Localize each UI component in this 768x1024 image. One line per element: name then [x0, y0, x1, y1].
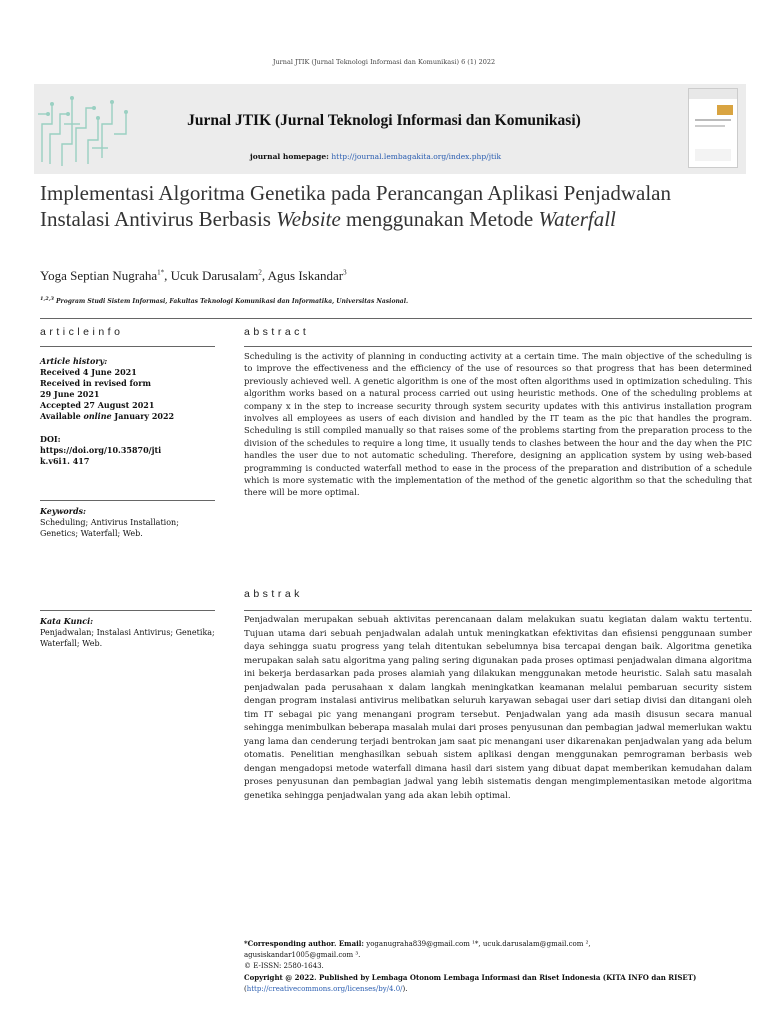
author-1: Yoga Septian Nugraha	[40, 268, 158, 283]
author-3-sup: 3	[343, 268, 347, 277]
divider	[40, 318, 752, 319]
kata-kunci-text: Penjadwalan; Instalasi Antivirus; Genetika; Waterfall; Web.	[40, 628, 215, 648]
revised-date: 29 June 2021	[40, 389, 100, 399]
title-part2: menggunakan Metode	[340, 207, 539, 231]
abstract-text: Scheduling is the activity of planning in conducting activity at a certain time. The main objective of the scheduling is to improve the effectiveness and the efficiency of the use of resources so that progress that has been determined previously achieved well. A genetic algorithm is one of the most often algorithms used in optimization scheduling. This algorithm works based on a natural process carried out using heuristic methods. One of the scheduling problems at company x in the step to increase security through system security updates with this antivirus installation program involves all employees as users of each division and handled by the IT team as the pic that handles the program. Scheduling is still compiled manually so that raises some of the problems starting from the preparation process to the division of the schedules to require a long time, it usually tends to clashes between the hour and the day when the PIC handles the user due to not automatic scheduling. Therefore, designing an application system by using web-based programming is conducted waterfall method to ease in the process of the preparation and distribution of a schedule which is more systematic with the implementation of the method of the genetic algorithm so that the scheduling that there will be more optimal.	[244, 351, 752, 498]
abstrak-heading: abstrak	[244, 588, 303, 600]
title-part1: Implementasi Algoritma Genetika pada Perancangan Aplikasi Penjadwalan Instalasi Antivirus Berbasis	[40, 181, 671, 231]
affiliation-sup: 1,2,3	[40, 296, 54, 302]
title-italic2: Waterfall	[538, 207, 616, 231]
author-2-sup: 2	[258, 268, 262, 277]
abstract-heading: abstract	[244, 326, 310, 338]
keywords-text: Scheduling; Antivirus Installation; Genetics; Waterfall; Web.	[40, 518, 179, 538]
received-date: Received 4 June 2021	[40, 367, 137, 377]
keywords-block	[40, 506, 215, 539]
accepted-date: Accepted 27 August 2021	[40, 400, 155, 410]
article-info-heading: articleinfo	[40, 326, 124, 338]
paper-title	[40, 180, 740, 232]
homepage-link[interactable]: http://journal.lembagakita.org/index.php/jtik	[331, 152, 501, 161]
license-open: (	[244, 985, 247, 993]
divider	[40, 346, 215, 347]
available-date	[40, 411, 215, 422]
homepage-label: journal homepage:	[250, 152, 329, 161]
available-post: January 2022	[111, 411, 175, 421]
kata-kunci-label: Kata Kunci:	[40, 616, 94, 626]
affiliation-text: Program Studi Sistem Informasi, Fakultas Teknologi Komunikasi dan Informatika, Universitas Nasional.	[56, 298, 409, 305]
doi-line2[interactable]: k.v6i1. 417	[40, 456, 90, 466]
issn: © E-ISSN: 2580-1643.	[244, 962, 324, 970]
revised-label: Received in revised form	[40, 378, 151, 388]
corr-emails2: agusiskandar1005@gmail.com ³.	[244, 951, 361, 959]
abstrak-text: Penjadwalan merupakan sebuah aktivitas perencanaan dalam melakukan suatu kegiatan dalam waktu tertentu. Tujuan utama dari sebuah penjadwalan adalah untuk meningkatkan efektivitas dan efisiensi penggunaan sumber daya sehingga suatu progress yang telah ditentukan sebelumnya bisa tercapai dengan baik. Algoritma genetika merupakan salah satu algoritma yang paling sering digunakan pada proses optimasi penjadwalan dimana algoritma ini bekerja berdasarkan pada proses alamiah yang dilakukan menggunakan metode heuristic. Salah satu masalah penjadwalan pada perusahaan x dalam langkah meningkatkan keamanan melalui pembaruan security sistem dengan program instalasi antivirus melibatkan seluruh karyawan sebagai user dari setiap divisi dan ditangani oleh tim IT sebagai pic yang menangani program tersebut. Penjadwalan yang ada masih disusun secara manual sehingga menimbulkan beberapa masalah mulai dari proses penyusunan dan pembagian jadwal memerlukan waktu yang lama dan cenderung terjadi bentrokan jam saat pic menangani user dikarenakan penjadwalan yang ada belum otomatis. Penelitian menghasilkan sebuah sistem aplikasi dengan menggunakan pemrograman berbasis web dengan mengadopsi metode waterfall dimana hasil dari sistem yang dibuat dapat memberikan kemudahan dalam proses penyusunan dan pembagian jadwal yang lebih sistematis dengan mengimplementasikan metode algoritma genetika sehingga penjadwalan yang ada akan lebih optimal.	[244, 615, 752, 801]
divider	[40, 500, 215, 501]
available-pre: Available	[40, 411, 84, 421]
affiliation	[40, 296, 408, 305]
corr-label: *Corresponding author. Email:	[244, 939, 365, 948]
kata-kunci-block	[40, 616, 215, 649]
article-history	[40, 356, 215, 467]
author-list: Yoga Septian Nugraha$^{1*}$, Ucuk Darusalam$^2$, Agus Iskandar$^3$	[40, 268, 347, 283]
doi-line1[interactable]: https://doi.org/10.35870/jti	[40, 445, 162, 455]
doi-label: DOI:	[40, 434, 61, 444]
footnote	[244, 938, 754, 995]
author-2: Ucuk Darusalam	[170, 268, 259, 283]
running-head: Jurnal JTIK (Jurnal Teknologi Informasi dan Komunikasi) 6 (1) 2022	[272, 58, 496, 66]
journal-homepage	[250, 152, 501, 161]
author-3: Agus Iskandar	[267, 268, 344, 283]
journal-name: Jurnal JTIK (Jurnal Teknologi Informasi dan Komunikasi)	[187, 112, 581, 129]
divider	[244, 610, 752, 611]
license-link[interactable]: http://creativecommons.org/licenses/by/4.0/	[246, 985, 403, 993]
author-1-sup: 1*	[157, 268, 165, 277]
license-close: ).	[402, 985, 408, 993]
keywords-label: Keywords:	[40, 506, 87, 516]
history-label: Article history:	[40, 356, 108, 366]
copyright: Copyright @ 2022. Published by Lembaga Otonom Lembaga Informasi dan Riset Indonesia (KITA INFO dan RISET)	[244, 973, 697, 982]
title-italic1: Website	[276, 207, 341, 231]
divider	[244, 346, 752, 347]
available-online: online	[83, 411, 112, 421]
corr-emails: yoganugraha839@gmail.com ¹*, ucuk.darusalam@gmail.com ²,	[366, 940, 591, 948]
divider	[40, 610, 215, 611]
